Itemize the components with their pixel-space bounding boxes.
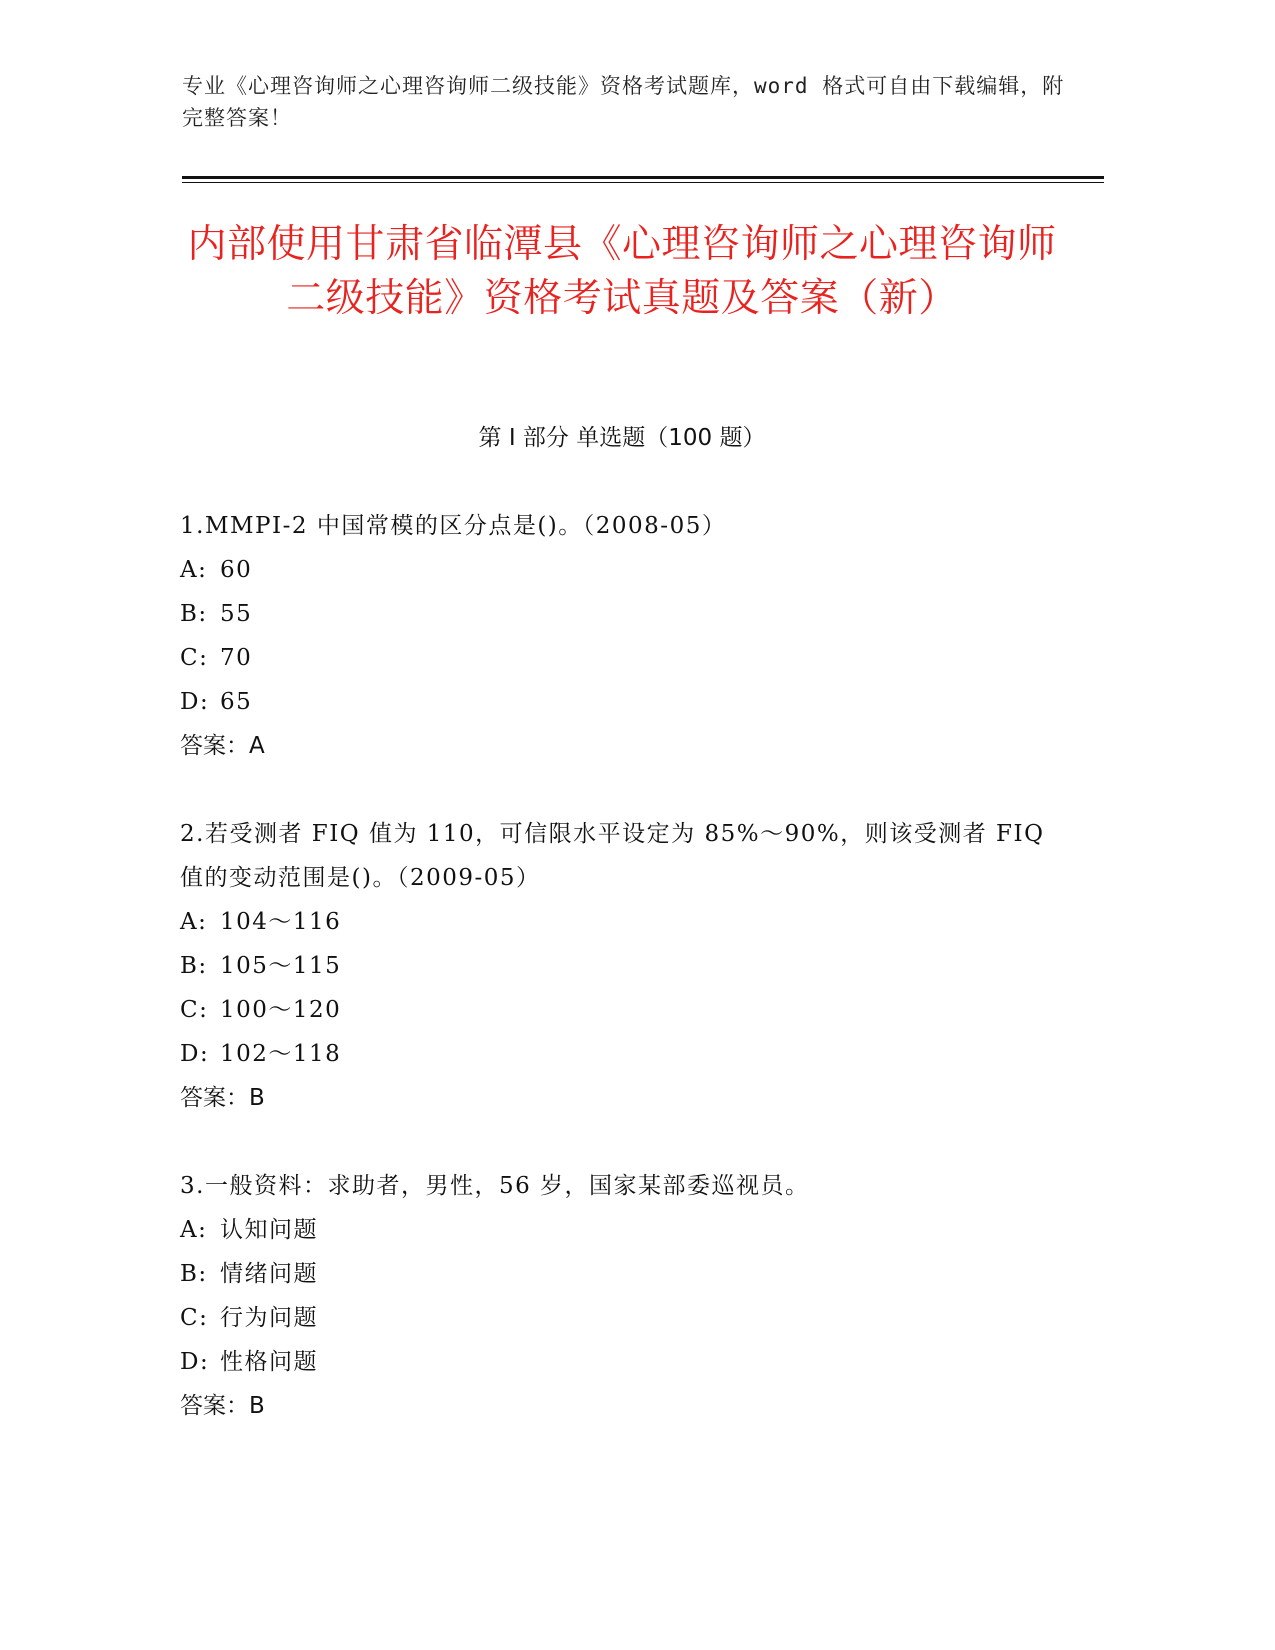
option-b xyxy=(180,1252,1060,1296)
option-letter: C: xyxy=(180,997,209,1023)
option-a xyxy=(180,1208,1060,1252)
option-text: 102～118 xyxy=(220,1041,342,1067)
option-text: 105～115 xyxy=(220,953,342,979)
answer-line: 答案：B xyxy=(180,1085,265,1111)
option-text: 情绪问题 xyxy=(220,1261,318,1287)
option-letter: C: xyxy=(180,1305,209,1331)
option-d xyxy=(180,680,1060,724)
header-rule-thick xyxy=(182,176,1104,179)
question-3 xyxy=(180,1164,1060,1428)
option-c xyxy=(180,988,1060,1032)
option-letter: B: xyxy=(180,1261,208,1287)
option-text: 55 xyxy=(220,601,253,627)
option-text: 100～120 xyxy=(220,997,342,1023)
option-letter: D: xyxy=(180,1041,210,1067)
option-text: 65 xyxy=(220,689,253,715)
question-stem: 1.MMPI-2 中国常模的区分点是()。（2008-05） xyxy=(180,513,727,539)
option-letter: A: xyxy=(180,909,208,935)
option-text: 104～116 xyxy=(220,909,342,935)
option-a xyxy=(180,900,1060,944)
option-text: 60 xyxy=(220,557,253,583)
option-c xyxy=(180,636,1060,680)
option-c xyxy=(180,1296,1060,1340)
answer-line: 答案：A xyxy=(180,733,265,759)
option-b xyxy=(180,592,1060,636)
question-2 xyxy=(180,812,1060,1120)
option-letter: B: xyxy=(180,601,208,627)
question-1 xyxy=(180,504,1060,768)
document-title: 内部使用甘肃省临潭县《心理咨询师之心理咨询师二级技能》资格考试真题及答案（新） xyxy=(187,222,1057,321)
option-text: 70 xyxy=(220,645,253,671)
option-text: 性格问题 xyxy=(220,1349,318,1375)
option-d xyxy=(180,1032,1060,1076)
option-letter: A: xyxy=(180,1217,208,1243)
option-a xyxy=(180,548,1060,592)
question-stem: 2.若受测者 FIQ 值为 110，可信限水平设定为 85%～90%，则该受测者 FIQ 值的变动范围是()。（2009-05） xyxy=(180,821,1045,891)
question-stem: 3.一般资料：求助者，男性，56 岁，国家某部委巡视员。 xyxy=(180,1173,810,1199)
option-letter: D: xyxy=(180,689,210,715)
answer-line: 答案：B xyxy=(180,1393,265,1419)
option-letter: C: xyxy=(180,645,209,671)
option-letter: B: xyxy=(180,953,208,979)
option-letter: D: xyxy=(180,1349,210,1375)
question-list xyxy=(180,504,1060,1472)
option-d xyxy=(180,1340,1060,1384)
option-text: 认知问题 xyxy=(220,1217,318,1243)
section-heading: 第 I 部分 单选题（100 题） xyxy=(478,425,766,451)
option-letter: A: xyxy=(180,557,208,583)
header-rule-thin xyxy=(182,182,1104,183)
header-note: 专业《心理咨询师之心理咨询师二级技能》资格考试题库，word 格式可自由下载编辑，附完整答案！ xyxy=(182,74,1065,130)
option-b xyxy=(180,944,1060,988)
option-text: 行为问题 xyxy=(220,1305,318,1331)
